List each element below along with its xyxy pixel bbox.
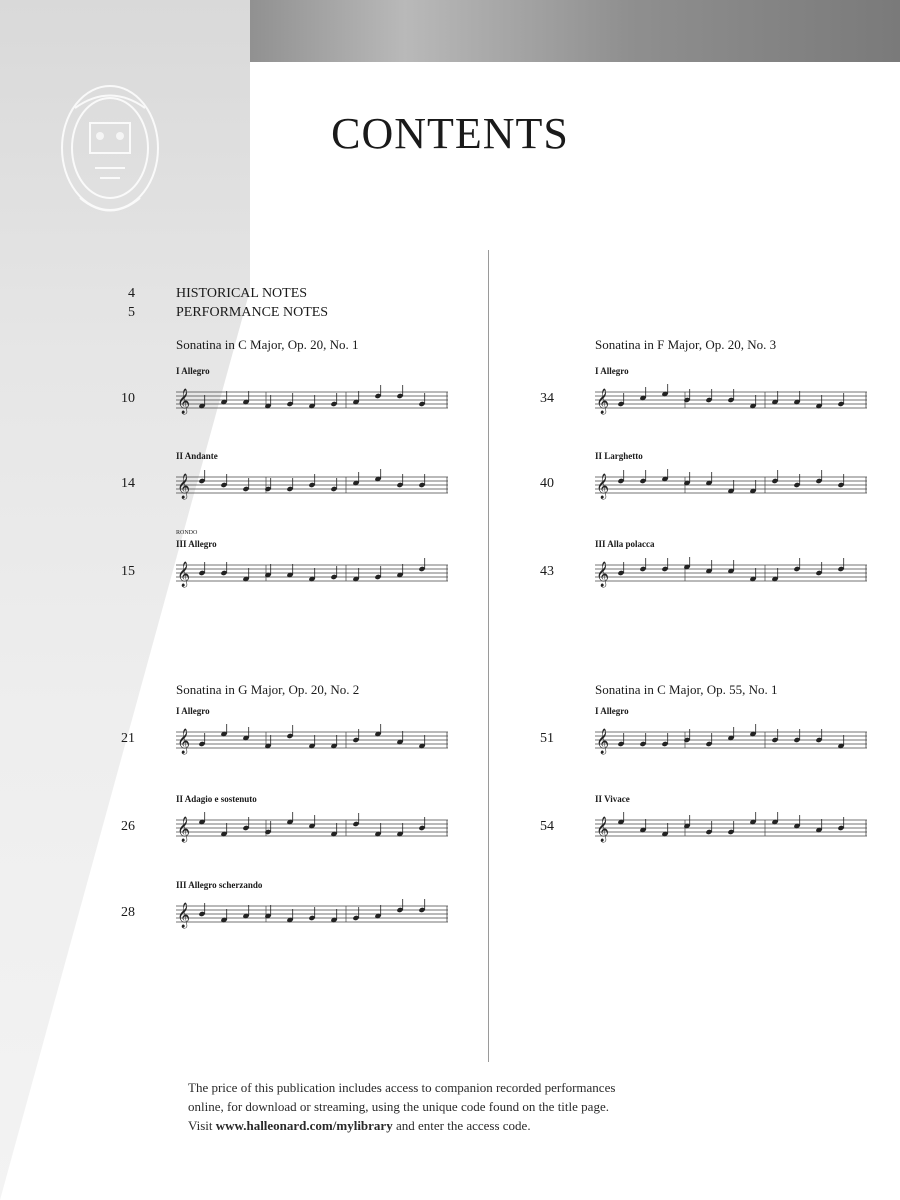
movement-label: II Andante <box>176 451 218 461</box>
svg-text:𝄞: 𝄞 <box>177 474 191 499</box>
svg-text:𝄞: 𝄞 <box>177 729 191 754</box>
movement-page-number: 40 <box>540 476 554 491</box>
toc-page-number: 5 <box>128 304 135 320</box>
music-incipit <box>176 898 448 938</box>
toc-entry-historical-notes[interactable] <box>128 284 328 303</box>
music-incipit <box>176 384 448 424</box>
movement-label: III Allegro <box>176 539 217 549</box>
music-incipit <box>176 557 448 597</box>
movement-label: III Allegro scherzando <box>176 880 263 890</box>
movement-label: I Allegro <box>176 366 210 376</box>
music-incipit <box>595 384 867 424</box>
svg-text:𝄞: 𝄞 <box>177 389 191 414</box>
svg-text:𝄞: 𝄞 <box>596 389 610 414</box>
movement-page-number: 51 <box>540 731 554 746</box>
work-title: Sonatina in G Major, Op. 20, No. 2 <box>176 682 360 697</box>
toc-entry-label: HISTORICAL NOTES <box>176 285 308 301</box>
svg-text:𝄞: 𝄞 <box>596 729 610 754</box>
movement-label: I Allegro <box>595 366 629 376</box>
music-incipit <box>176 812 448 852</box>
front-matter-list <box>128 284 328 322</box>
movement-label: II Larghetto <box>595 451 643 461</box>
toc-page-number: 4 <box>128 285 135 301</box>
movement-page-number: 54 <box>540 819 554 834</box>
svg-text:𝄞: 𝄞 <box>177 903 191 928</box>
movement-page-number: 43 <box>540 564 554 579</box>
movement-subtitle: RONDO <box>176 530 198 536</box>
movement-page-number: 34 <box>540 391 554 406</box>
movement-page-number: 15 <box>121 564 135 579</box>
toc-entry-label: PERFORMANCE NOTES <box>176 304 329 320</box>
column-divider <box>488 250 489 1062</box>
work-title: Sonatina in C Major, Op. 55, No. 1 <box>595 682 778 697</box>
movement-label: II Adagio e sostenuto <box>176 794 257 804</box>
footer-line: online, for download or streaming, using the unique code found on the title page. <box>188 1099 609 1114</box>
svg-text:𝄞: 𝄞 <box>177 817 191 842</box>
svg-text:𝄞: 𝄞 <box>596 562 610 587</box>
movement-page-number: 10 <box>121 391 135 406</box>
footer-text: and enter the access code. <box>392 1118 531 1133</box>
footer-text: Visit <box>188 1118 216 1133</box>
footer-line <box>188 1116 615 1135</box>
svg-text:𝄞: 𝄞 <box>596 817 610 842</box>
svg-text:𝄞: 𝄞 <box>177 562 191 587</box>
movement-page-number: 21 <box>121 731 135 746</box>
page-title: CONTENTS <box>331 109 569 158</box>
work-title: Sonatina in F Major, Op. 20, No. 3 <box>595 337 777 352</box>
music-incipit <box>595 724 867 764</box>
movement-page-number: 14 <box>121 476 135 491</box>
footer-note <box>188 1078 615 1135</box>
movement-page-number: 26 <box>121 819 135 834</box>
movement-label: III Alla polacca <box>595 539 655 549</box>
movement-page-number: 28 <box>121 905 135 920</box>
music-incipit <box>595 812 867 852</box>
music-incipit <box>595 557 867 597</box>
footer-line: The price of this publication includes access to companion recorded performances <box>188 1080 616 1095</box>
music-incipit <box>176 724 448 764</box>
music-incipit <box>176 469 448 509</box>
movement-label: I Allegro <box>176 706 210 716</box>
music-incipit <box>595 469 867 509</box>
toc-entry-performance-notes[interactable] <box>128 303 328 322</box>
movement-label: I Allegro <box>595 706 629 716</box>
library-link[interactable]: www.halleonard.com/mylibrary <box>215 1118 393 1133</box>
work-title: Sonatina in C Major, Op. 20, No. 1 <box>176 337 359 352</box>
movement-label: II Vivace <box>595 794 630 804</box>
svg-text:𝄞: 𝄞 <box>596 474 610 499</box>
